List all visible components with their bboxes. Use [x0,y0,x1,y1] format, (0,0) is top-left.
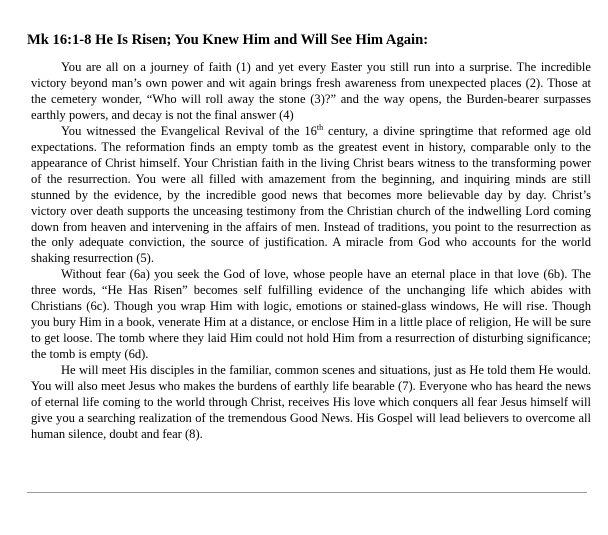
paragraph-2 [31,124,591,268]
page-title: Mk 16:1-8 He Is Risen; You Knew Him and Will See Him Again: [27,32,429,48]
bottom-divider [27,492,587,493]
paragraph-3: Without fear (6a) you seek the God of love, whose people have an eternal place in that love (6b). The three words, “He Has Risen” becomes self fulfilling evidence of the unchanging life which abides with Christians (6c). Though you wrap Him with logic, emotions or stained-glass windows, He will rise. Though you bury Him in a book, venerate Him at a distance, or enclose Him in a little place of religion, He will be sure to get loose. The tomb where they laid Him could not hold Him from a resurrection of disturbing significance; the tomb is empty (6d). [31,267,591,362]
paragraph-2-part-1: You witnessed the Evangelical Revival of the 16 [61,123,317,138]
paragraph-2-part-2: century, a divine springtime that reformed age old expectations. The reformation finds an empty tomb as the greatest event in history, comparable only to the appearance of Christ himself. Your Christian faith in the living Christ bears witness to the transforming power of the resurrection. You were all filled with amazement from the beginning, and inquiring minds are still stunned by the evidence, by the incredible good news that becomes more believable day by day. Christ’s victory over death supports the unceasing testimony from the Christian church of the indwelling Lord coming down from heaven and intervening in the affairs of men. Instead of traditions, you point to the resurrection as the only adequate conviction, the source of justification. A miracle from God who accounts for the world shaking resurrection (5). [31,123,591,266]
document-body [31,60,591,443]
paragraph-1: You are all on a journey of faith (1) and yet every Easter you still run into a surprise. The incredible victory beyond man’s own power and wit again brings fresh awareness from unexpected places (2). Those at the cemetery wonder, “Who will roll away the stone (3)?” and the way opens, the Burden-bearer surpasses earthly powers, and decay is not the final answer (4) [31,60,591,122]
paragraph-2-superscript: th [316,122,324,132]
paragraph-4: He will meet His disciples in the familiar, common scenes and situations, just as He told them He would. You will also meet Jesus who makes the burdens of earthly life bearable (7). Everyone who has heard the news of eternal life coming to the world through Christ, receives His love which conquers all fear Jesus himself will give you a searching realization of the tremendous Good News. His Gospel will lead believers to overcome all human silence, doubt and fear (8). [31,363,591,441]
